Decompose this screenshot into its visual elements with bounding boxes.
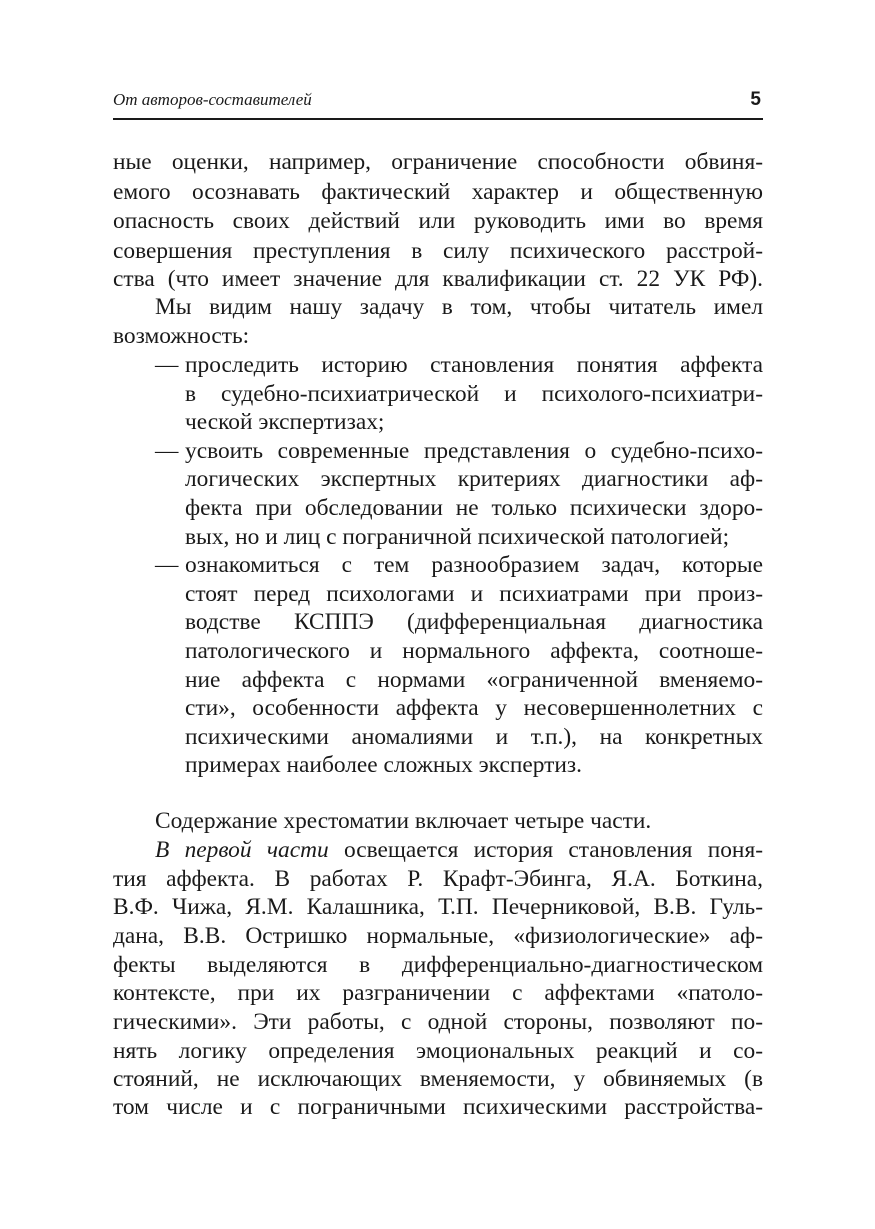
list-item-line: в судебно-психиатрической и психолого-психиатри- (185, 381, 763, 407)
text-line: ства (что имеет значение для квалификации ст. 22 УК РФ). (113, 266, 763, 292)
text-line: стояний, не исключающих вменяемости, у обвиняемых (в (113, 1066, 763, 1092)
text-line: дана, В.В. Остришко нормальные, «физиологические» аф- (113, 923, 763, 949)
text-line: опасность своих действий или руководить ими во время (113, 208, 763, 234)
running-header-title: От авторов-составителей (113, 90, 312, 109)
text-line: Мы видим нашу задачу в том, чтобы читатель имел (155, 294, 763, 320)
text-fragment: освещается история становления поня- (328, 837, 763, 863)
list-item-line: психическими аномалиями и т.п.), на конкретных (185, 724, 763, 750)
list-item-line: примерах наиболее сложных экспертиз. (185, 752, 582, 778)
list-item-line: фекта при обследовании не только психически здоро- (185, 495, 763, 521)
list-item-line: логических экспертных критериях диагностики аф- (185, 466, 763, 492)
list-item-line: ние аффекта с нормами «ограниченной вменяемо- (185, 667, 763, 693)
list-item-line: вых, но и лиц с пограничной психической патологией; (185, 524, 730, 550)
text-line: ные оценки, например, ограничение способности обвиня- (113, 149, 763, 175)
list-item-line: проследить историю становления понятия аффекта (185, 352, 763, 378)
text-line: емого осознавать фактический характер и общественную (113, 179, 763, 205)
running-header (113, 86, 763, 120)
list-item-line: ознакомиться с тем разнообразием задач, которые (185, 552, 763, 578)
emphasis-text: В первой части (155, 837, 329, 863)
list-item-line: усвоить современные представления о судебно-психо- (185, 438, 763, 464)
text-line: возможность: (113, 323, 250, 349)
text-line: фекты выделяются в дифференциально-диагностическом (113, 952, 763, 978)
text-line: совершения преступления в силу психического расстрой- (113, 238, 763, 264)
list-item-line: ческой экспертизах; (185, 409, 385, 435)
list-item-line: водстве КСППЭ (дифференциальная диагностика (185, 609, 763, 635)
list-item-line: стоят перед психологами и психиатрами при произ- (185, 581, 763, 607)
text-line: нять логику определения эмоциональных реакций и со- (113, 1038, 763, 1064)
list-item-line: патологического и нормального аффекта, соотноше- (185, 638, 763, 664)
text-line: контексте, при их разграничении с аффектами «патоло- (113, 980, 763, 1006)
text-line: Содержание хрестоматии включает четыре части. (155, 808, 652, 834)
list-dash: — (155, 552, 179, 578)
list-item-line: сти», особенности аффекта у несовершеннолетних с (185, 695, 763, 721)
list-dash: — (155, 352, 179, 378)
text-line: тия аффекта. В работах Р. Крафт-Эбинга, Я.А. Боткина, (113, 866, 763, 892)
text-line: гическими». Эти работы, с одной стороны, позволяют по- (113, 1009, 763, 1035)
text-line: том числе и с пограничными психическими расстройства- (113, 1094, 763, 1120)
text-line (155, 835, 763, 865)
list-dash: — (155, 438, 179, 464)
text-line: В.Ф. Чижа, Я.М. Калашника, Т.П. Печерниковой, В.В. Гуль- (113, 894, 763, 920)
page-number: 5 (750, 89, 761, 110)
